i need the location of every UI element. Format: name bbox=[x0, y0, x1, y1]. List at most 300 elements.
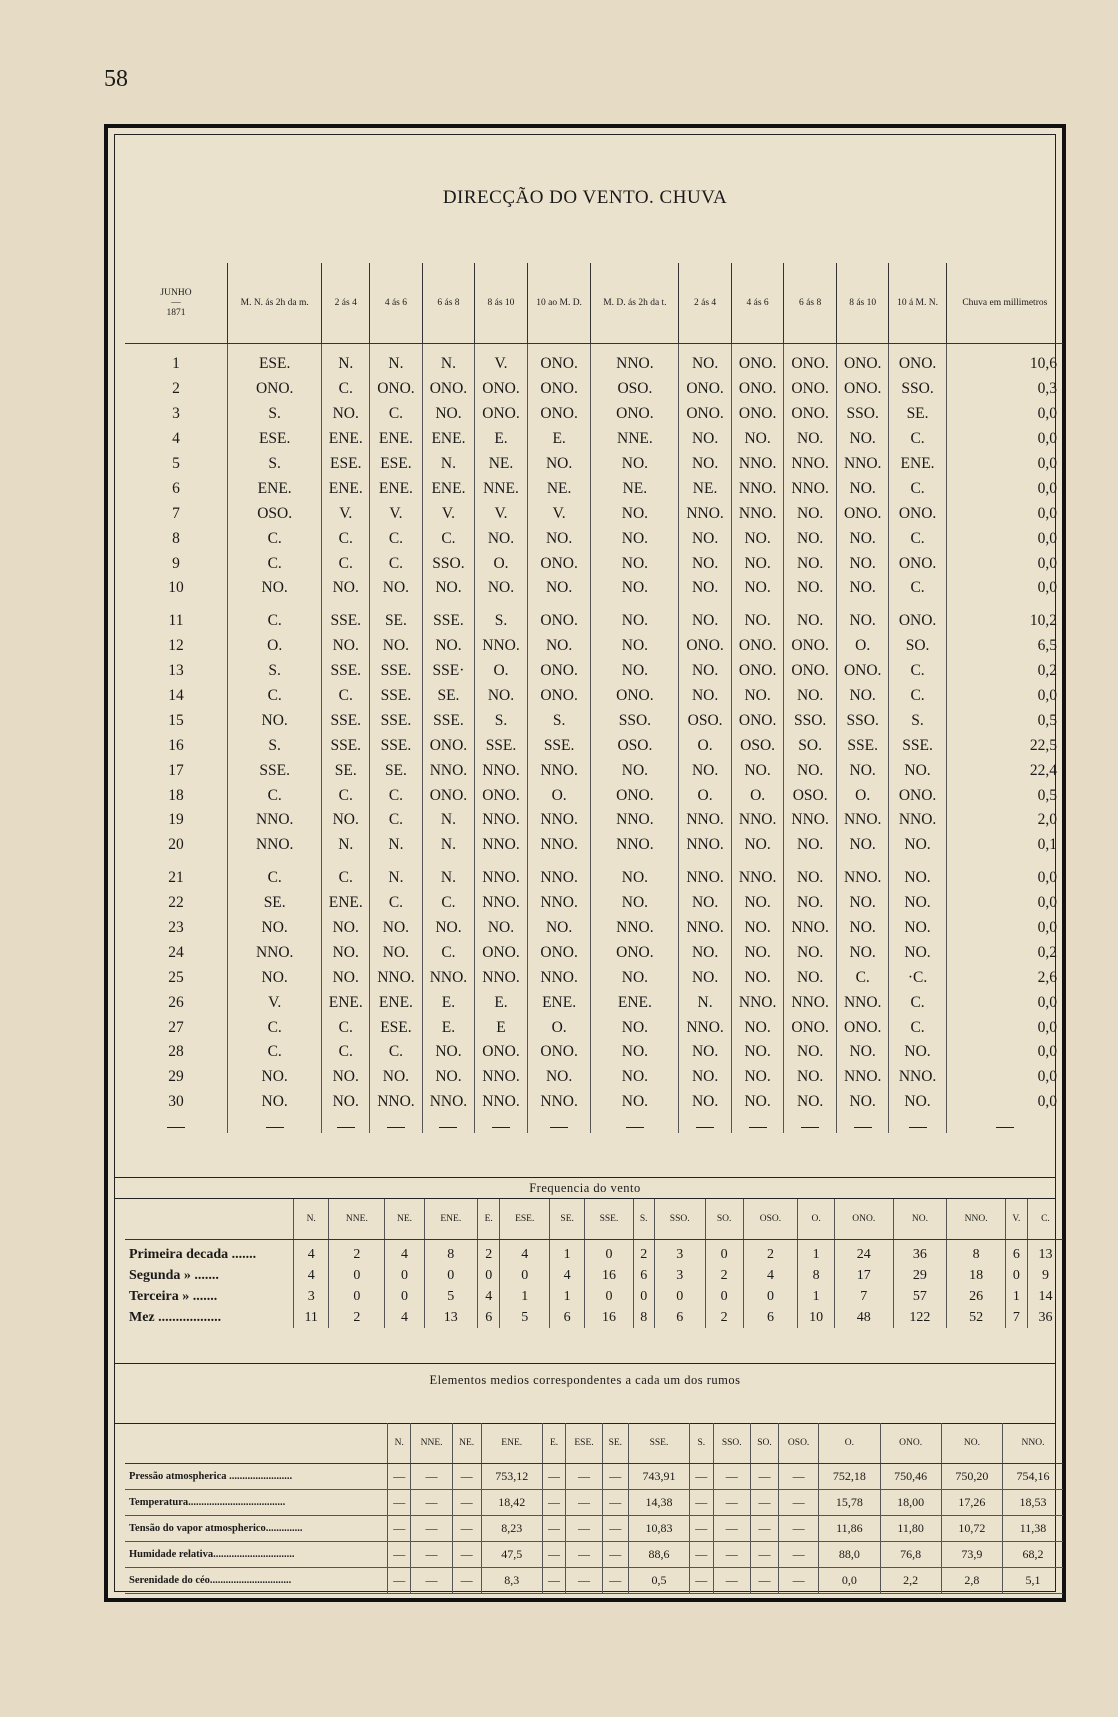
wind-cell: V. bbox=[370, 501, 423, 526]
wind-cell: NO. bbox=[322, 402, 370, 427]
frequency-cell: 4 bbox=[385, 1240, 424, 1266]
wind-cell: C. bbox=[422, 526, 475, 551]
gap-cell bbox=[370, 344, 423, 353]
wind-cell: NO. bbox=[422, 1040, 475, 1065]
elements-cell: — bbox=[778, 1542, 818, 1568]
column-header: 10 á M. N. bbox=[889, 263, 946, 344]
wind-cell: NO. bbox=[322, 808, 370, 833]
mean-elements-table bbox=[125, 1423, 1063, 1594]
wind-cell: ONO. bbox=[527, 1040, 591, 1065]
wind-cell: NO. bbox=[475, 576, 528, 601]
frequency-column-header: SSO. bbox=[654, 1199, 705, 1240]
frequency-cell: 8 bbox=[633, 1307, 654, 1328]
elements-cell: — bbox=[690, 1542, 713, 1568]
wind-cell: NE. bbox=[527, 476, 591, 501]
wind-cell: ONO. bbox=[527, 940, 591, 965]
footer-cell bbox=[889, 1115, 946, 1133]
wind-cell: ONO. bbox=[370, 377, 423, 402]
elements-cell: 0,0 bbox=[819, 1568, 880, 1594]
wind-cell: C. bbox=[889, 476, 946, 501]
elements-row bbox=[125, 1464, 1063, 1490]
frequency-cell: 0 bbox=[424, 1265, 477, 1286]
elements-cell: — bbox=[750, 1490, 778, 1516]
wind-cell: C. bbox=[322, 551, 370, 576]
wind-cell: ONO. bbox=[475, 940, 528, 965]
wind-cell: ONO. bbox=[889, 783, 946, 808]
wind-cell: ONO. bbox=[731, 634, 784, 659]
day-row bbox=[125, 733, 1063, 758]
wind-cell: NO. bbox=[889, 891, 946, 916]
wind-cell: NE. bbox=[591, 476, 679, 501]
wind-cell: NNO. bbox=[527, 808, 591, 833]
row-gap bbox=[125, 601, 1063, 609]
frequency-column-header: N. bbox=[294, 1199, 329, 1240]
wind-cell: NO. bbox=[228, 965, 322, 990]
frequency-column-header: OSO. bbox=[743, 1199, 798, 1240]
wind-cell: NO. bbox=[731, 940, 784, 965]
wind-cell: NO. bbox=[591, 1040, 679, 1065]
wind-cell: NO. bbox=[422, 576, 475, 601]
gap-cell bbox=[784, 601, 837, 609]
elements-cell: — bbox=[411, 1516, 452, 1542]
day-number: 23 bbox=[168, 919, 184, 937]
frequency-cell: 0 bbox=[743, 1286, 798, 1307]
wind-cell: NNO. bbox=[422, 965, 475, 990]
wind-cell: NE. bbox=[475, 452, 528, 477]
wind-table-footer bbox=[125, 1115, 1063, 1133]
rain-cell: 0,0 bbox=[946, 1065, 1063, 1090]
day-number: 11 bbox=[168, 612, 184, 630]
gap-cell bbox=[889, 858, 946, 866]
wind-cell: E. bbox=[475, 990, 528, 1015]
wind-cell: C. bbox=[370, 402, 423, 427]
wind-cell: E. bbox=[422, 990, 475, 1015]
wind-cell: SE. bbox=[322, 758, 370, 783]
wind-cell: NO. bbox=[475, 526, 528, 551]
wind-cell: ONO. bbox=[731, 352, 784, 377]
elements-row bbox=[125, 1568, 1063, 1594]
wind-cell: NO. bbox=[836, 551, 889, 576]
wind-cell: NNO. bbox=[228, 940, 322, 965]
wind-cell: S. bbox=[228, 402, 322, 427]
frequency-cell: 2 bbox=[705, 1265, 743, 1286]
wind-cell: NNO. bbox=[475, 1090, 528, 1115]
wind-cell: SE. bbox=[228, 891, 322, 916]
wind-cell: ESE. bbox=[228, 352, 322, 377]
elements-cell: 11,86 bbox=[819, 1516, 880, 1542]
frequency-cell: 8 bbox=[947, 1240, 1006, 1266]
frequency-cell: 10 bbox=[798, 1307, 835, 1328]
rain-cell: 0,1 bbox=[946, 833, 1063, 858]
wind-cell: NO. bbox=[228, 708, 322, 733]
wind-cell: NO. bbox=[322, 576, 370, 601]
elements-cell: 8,3 bbox=[481, 1568, 542, 1594]
wind-cell: O. bbox=[679, 733, 732, 758]
elements-cell: — bbox=[750, 1516, 778, 1542]
wind-cell: NO. bbox=[889, 1040, 946, 1065]
frequency-cell: 6 bbox=[549, 1307, 584, 1328]
column-header: 6 ás 8 bbox=[784, 263, 837, 344]
wind-cell: C. bbox=[836, 965, 889, 990]
column-header: M. D. ás 2h da t. bbox=[591, 263, 679, 344]
frequency-caption: Frequencia do vento bbox=[529, 1181, 641, 1195]
wind-cell: NO. bbox=[591, 758, 679, 783]
day-number: 15 bbox=[168, 711, 184, 729]
wind-cell: ONO. bbox=[836, 501, 889, 526]
wind-cell: NO. bbox=[889, 866, 946, 891]
wind-cell: NNO. bbox=[889, 808, 946, 833]
elements-cell: 750,20 bbox=[941, 1464, 1002, 1490]
wind-cell: ENE. bbox=[322, 427, 370, 452]
wind-cell: O. bbox=[836, 634, 889, 659]
year-label: 1871 bbox=[166, 308, 186, 318]
wind-cell: NO. bbox=[591, 609, 679, 634]
wind-cell: NNO. bbox=[527, 1090, 591, 1115]
wind-cell: NO. bbox=[527, 452, 591, 477]
wind-cell: ONO. bbox=[475, 377, 528, 402]
wind-cell: ENE. bbox=[370, 476, 423, 501]
frequency-cell: 52 bbox=[947, 1307, 1006, 1328]
day-number: 2 bbox=[172, 380, 180, 398]
elements-cell: — bbox=[388, 1490, 411, 1516]
wind-cell: C. bbox=[322, 526, 370, 551]
day-row bbox=[125, 576, 1063, 601]
wind-cell: SSE. bbox=[527, 733, 591, 758]
wind-cell: ENE. bbox=[228, 476, 322, 501]
frequency-cell: 6 bbox=[1005, 1240, 1027, 1266]
day-row bbox=[125, 1040, 1063, 1065]
rain-cell: 0,0 bbox=[946, 1090, 1063, 1115]
wind-cell: OSO. bbox=[591, 377, 679, 402]
frequency-body bbox=[125, 1240, 1063, 1329]
wind-cell: NO. bbox=[322, 1090, 370, 1115]
wind-cell: NO. bbox=[784, 940, 837, 965]
wind-cell: NO. bbox=[784, 609, 837, 634]
wind-cell: ONO. bbox=[527, 377, 591, 402]
elements-cell: — bbox=[452, 1568, 481, 1594]
wind-cell: N. bbox=[422, 452, 475, 477]
wind-cell: NO. bbox=[836, 916, 889, 941]
wind-cell: NO. bbox=[836, 526, 889, 551]
elements-body bbox=[125, 1464, 1063, 1594]
wind-cell: S. bbox=[228, 659, 322, 684]
rain-cell: 0,0 bbox=[946, 526, 1063, 551]
wind-cell: N. bbox=[322, 352, 370, 377]
wind-cell: ONO. bbox=[889, 609, 946, 634]
wind-cell: C. bbox=[370, 783, 423, 808]
gap-cell bbox=[679, 858, 732, 866]
day-number: 6 bbox=[172, 479, 180, 497]
wind-cell: ONO. bbox=[731, 377, 784, 402]
wind-cell: NO. bbox=[422, 402, 475, 427]
frequency-column-header: SSE. bbox=[585, 1199, 633, 1240]
elements-cell: 73,9 bbox=[941, 1542, 1002, 1568]
elements-cell: 68,2 bbox=[1003, 1542, 1063, 1568]
frequency-column-header: E. bbox=[477, 1199, 499, 1240]
elements-cell: — bbox=[542, 1568, 565, 1594]
footer-cell bbox=[784, 1115, 837, 1133]
wind-cell: SE. bbox=[889, 402, 946, 427]
wind-cell: N. bbox=[422, 866, 475, 891]
frequency-cell: 5 bbox=[500, 1307, 550, 1328]
frequency-cell: 0 bbox=[585, 1240, 633, 1266]
wind-cell: NNE. bbox=[591, 427, 679, 452]
wind-cell: N. bbox=[370, 833, 423, 858]
day-row bbox=[125, 427, 1063, 452]
row-gap bbox=[125, 858, 1063, 866]
wind-cell: NO. bbox=[784, 833, 837, 858]
footer-cell bbox=[591, 1115, 679, 1133]
wind-cell: NNO. bbox=[836, 990, 889, 1015]
wind-cell: NO. bbox=[836, 476, 889, 501]
elements-cell: — bbox=[602, 1542, 628, 1568]
wind-cell: NO. bbox=[591, 576, 679, 601]
wind-cell: S. bbox=[475, 708, 528, 733]
wind-cell: NNO. bbox=[422, 758, 475, 783]
rain-cell: 0,2 bbox=[946, 659, 1063, 684]
frequency-cell: 4 bbox=[294, 1265, 329, 1286]
frequency-cell: 8 bbox=[424, 1240, 477, 1266]
wind-cell: NO. bbox=[322, 940, 370, 965]
elements-cell: — bbox=[778, 1568, 818, 1594]
wind-cell: NO. bbox=[679, 940, 732, 965]
wind-cell: NO. bbox=[322, 634, 370, 659]
wind-cell: ONO. bbox=[784, 1015, 837, 1040]
wind-cell: ONO. bbox=[784, 402, 837, 427]
wind-cell: NO. bbox=[591, 1065, 679, 1090]
day-number: 16 bbox=[168, 736, 184, 754]
elements-cell: — bbox=[566, 1464, 603, 1490]
wind-cell: ONO. bbox=[527, 402, 591, 427]
rain-cell: 0,0 bbox=[946, 452, 1063, 477]
gap-cell bbox=[946, 344, 1063, 353]
frequency-cell: 4 bbox=[385, 1307, 424, 1328]
frequency-cell: 0 bbox=[385, 1265, 424, 1286]
elements-column-header: NO. bbox=[941, 1423, 1002, 1464]
wind-cell: NO. bbox=[836, 576, 889, 601]
gap-cell bbox=[422, 344, 475, 353]
frequency-cell: 0 bbox=[329, 1286, 385, 1307]
wind-cell: NNO. bbox=[731, 808, 784, 833]
day-row bbox=[125, 758, 1063, 783]
elements-cell: — bbox=[388, 1516, 411, 1542]
day-number: 10 bbox=[168, 579, 184, 597]
elements-cell: 11,38 bbox=[1003, 1516, 1063, 1542]
wind-cell: C. bbox=[322, 1015, 370, 1040]
wind-cell: N. bbox=[322, 833, 370, 858]
frequency-cell: 3 bbox=[654, 1240, 705, 1266]
wind-cell: ONO. bbox=[784, 352, 837, 377]
wind-cell: N. bbox=[422, 833, 475, 858]
wind-cell: NNO. bbox=[591, 808, 679, 833]
day-number: 4 bbox=[172, 430, 180, 448]
day-number: 5 bbox=[172, 455, 180, 472]
wind-cell: NO. bbox=[370, 1065, 423, 1090]
wind-cell: NO. bbox=[679, 891, 732, 916]
dash-mark bbox=[492, 1127, 510, 1128]
rain-cell: 0,0 bbox=[946, 990, 1063, 1015]
wind-cell: E. bbox=[422, 1015, 475, 1040]
gap-cell bbox=[889, 601, 946, 609]
wind-cell: NO. bbox=[228, 1065, 322, 1090]
wind-cell: V. bbox=[475, 352, 528, 377]
gap-cell bbox=[946, 858, 1063, 866]
day-row bbox=[125, 684, 1063, 709]
wind-cell: NO. bbox=[784, 684, 837, 709]
frequency-column-header: ENE. bbox=[424, 1199, 477, 1240]
wind-cell: O. bbox=[228, 634, 322, 659]
month-label: JUNHO bbox=[160, 288, 192, 298]
frequency-cell: 4 bbox=[549, 1265, 584, 1286]
elements-row bbox=[125, 1490, 1063, 1516]
dash-mark bbox=[749, 1127, 767, 1128]
day-number: 21 bbox=[168, 869, 184, 887]
elements-cell: 14,38 bbox=[628, 1490, 689, 1516]
frequency-row bbox=[125, 1286, 1063, 1307]
elements-row bbox=[125, 1516, 1063, 1542]
wind-cell: NNO. bbox=[679, 866, 732, 891]
gap-cell bbox=[125, 601, 228, 609]
wind-cell: NO. bbox=[370, 576, 423, 601]
wind-cell: ENE. bbox=[370, 427, 423, 452]
wind-cell: C. bbox=[322, 1040, 370, 1065]
gap-cell bbox=[836, 344, 889, 353]
day-number: 25 bbox=[168, 968, 184, 986]
frequency-cell: 0 bbox=[1005, 1265, 1027, 1286]
frequency-column-header: NE. bbox=[385, 1199, 424, 1240]
wind-cell: NO. bbox=[836, 833, 889, 858]
frequency-cell: 7 bbox=[834, 1286, 893, 1307]
table-frame-inner bbox=[114, 134, 1056, 1592]
frequency-cell: 1 bbox=[500, 1286, 550, 1307]
wind-cell: ENE. bbox=[422, 476, 475, 501]
wind-cell: NO. bbox=[731, 427, 784, 452]
rain-cell: 2,0 bbox=[946, 808, 1063, 833]
wind-cell: S. bbox=[889, 708, 946, 733]
frequency-cell: 16 bbox=[585, 1265, 633, 1286]
elements-cell: — bbox=[452, 1516, 481, 1542]
frequency-header-blank bbox=[125, 1199, 294, 1240]
wind-cell: NNE. bbox=[475, 476, 528, 501]
frequency-cell: 3 bbox=[294, 1286, 329, 1307]
wind-cell: C. bbox=[322, 684, 370, 709]
gap-cell bbox=[125, 858, 228, 866]
frequency-column-header: C. bbox=[1027, 1199, 1063, 1240]
wind-cell: NO. bbox=[836, 1090, 889, 1115]
gap-cell bbox=[836, 601, 889, 609]
elements-column-header: ONO. bbox=[880, 1423, 941, 1464]
wind-cell: NNO. bbox=[731, 452, 784, 477]
gap-cell bbox=[591, 601, 679, 609]
wind-cell: C. bbox=[228, 1015, 322, 1040]
wind-cell: NO. bbox=[591, 891, 679, 916]
wind-cell: SSE. bbox=[475, 733, 528, 758]
wind-cell: NO. bbox=[784, 427, 837, 452]
elements-row-label: Tensão do vapor atmospherico.............. bbox=[125, 1516, 388, 1542]
wind-cell: C. bbox=[889, 526, 946, 551]
day-number: 29 bbox=[168, 1068, 184, 1086]
rain-cell: 0,0 bbox=[946, 1015, 1063, 1040]
month-separator: — bbox=[171, 298, 181, 308]
rain-cell: 0,0 bbox=[946, 576, 1063, 601]
wind-cell: N. bbox=[422, 352, 475, 377]
elements-cell: 18,42 bbox=[481, 1490, 542, 1516]
day-row bbox=[125, 1065, 1063, 1090]
rain-cell: 0,0 bbox=[946, 1040, 1063, 1065]
wind-cell: ONO. bbox=[527, 551, 591, 576]
wind-cell: NNO. bbox=[527, 833, 591, 858]
frequency-cell: 57 bbox=[893, 1286, 947, 1307]
dash-mark bbox=[854, 1127, 872, 1128]
elements-cell: — bbox=[602, 1464, 628, 1490]
column-header: Chuva em millimetros bbox=[946, 263, 1063, 344]
elements-column-header: ESE. bbox=[566, 1423, 603, 1464]
wind-cell: NO. bbox=[370, 940, 423, 965]
wind-cell: ONO. bbox=[422, 733, 475, 758]
elements-cell: — bbox=[602, 1490, 628, 1516]
frequency-cell: 1 bbox=[798, 1240, 835, 1266]
column-header: 2 ás 4 bbox=[679, 263, 732, 344]
page-title: DIRECÇÃO DO VENTO. CHUVA bbox=[442, 187, 728, 208]
wind-cell: C. bbox=[228, 1040, 322, 1065]
dash-mark bbox=[337, 1127, 355, 1128]
wind-cell: ONO. bbox=[679, 402, 732, 427]
wind-cell: OSO. bbox=[228, 501, 322, 526]
wind-cell: NO. bbox=[784, 891, 837, 916]
day-row bbox=[125, 634, 1063, 659]
wind-cell: NO. bbox=[731, 758, 784, 783]
wind-cell: ONO. bbox=[731, 659, 784, 684]
day-row bbox=[125, 659, 1063, 684]
column-header: 4 ás 6 bbox=[731, 263, 784, 344]
wind-cell: NO. bbox=[731, 1040, 784, 1065]
frequency-cell: 13 bbox=[1027, 1240, 1063, 1266]
wind-cell: C. bbox=[322, 377, 370, 402]
day-row bbox=[125, 1090, 1063, 1115]
wind-cell: NO. bbox=[836, 940, 889, 965]
wind-cell: NO. bbox=[731, 965, 784, 990]
wind-cell: ENE. bbox=[370, 990, 423, 1015]
gap-cell bbox=[475, 858, 528, 866]
elements-header-blank bbox=[125, 1423, 388, 1464]
wind-cell: NO. bbox=[475, 684, 528, 709]
wind-cell: NO. bbox=[527, 526, 591, 551]
rain-cell: 0,5 bbox=[946, 783, 1063, 808]
wind-cell: NO. bbox=[322, 1065, 370, 1090]
frequency-row-label: Mez .................. bbox=[129, 1309, 222, 1325]
gap-cell bbox=[322, 858, 370, 866]
gap-cell bbox=[731, 344, 784, 353]
wind-cell: NO. bbox=[228, 916, 322, 941]
frequency-cell: 4 bbox=[500, 1240, 550, 1266]
wind-cell: NO. bbox=[836, 609, 889, 634]
wind-cell: ONO. bbox=[475, 1040, 528, 1065]
footer-cell bbox=[228, 1115, 322, 1133]
elements-cell: — bbox=[452, 1490, 481, 1516]
day-number: 20 bbox=[168, 836, 184, 854]
wind-cell: SSE. bbox=[422, 609, 475, 634]
elements-cell: 752,18 bbox=[819, 1464, 880, 1490]
wind-cell: ONO. bbox=[731, 402, 784, 427]
wind-cell: NO. bbox=[679, 551, 732, 576]
day-number: 26 bbox=[168, 993, 184, 1011]
wind-cell: ·C. bbox=[889, 965, 946, 990]
wind-cell: NO. bbox=[889, 1090, 946, 1115]
day-row bbox=[125, 965, 1063, 990]
wind-cell: V. bbox=[322, 501, 370, 526]
wind-cell: NNO. bbox=[679, 808, 732, 833]
gap-cell bbox=[370, 601, 423, 609]
